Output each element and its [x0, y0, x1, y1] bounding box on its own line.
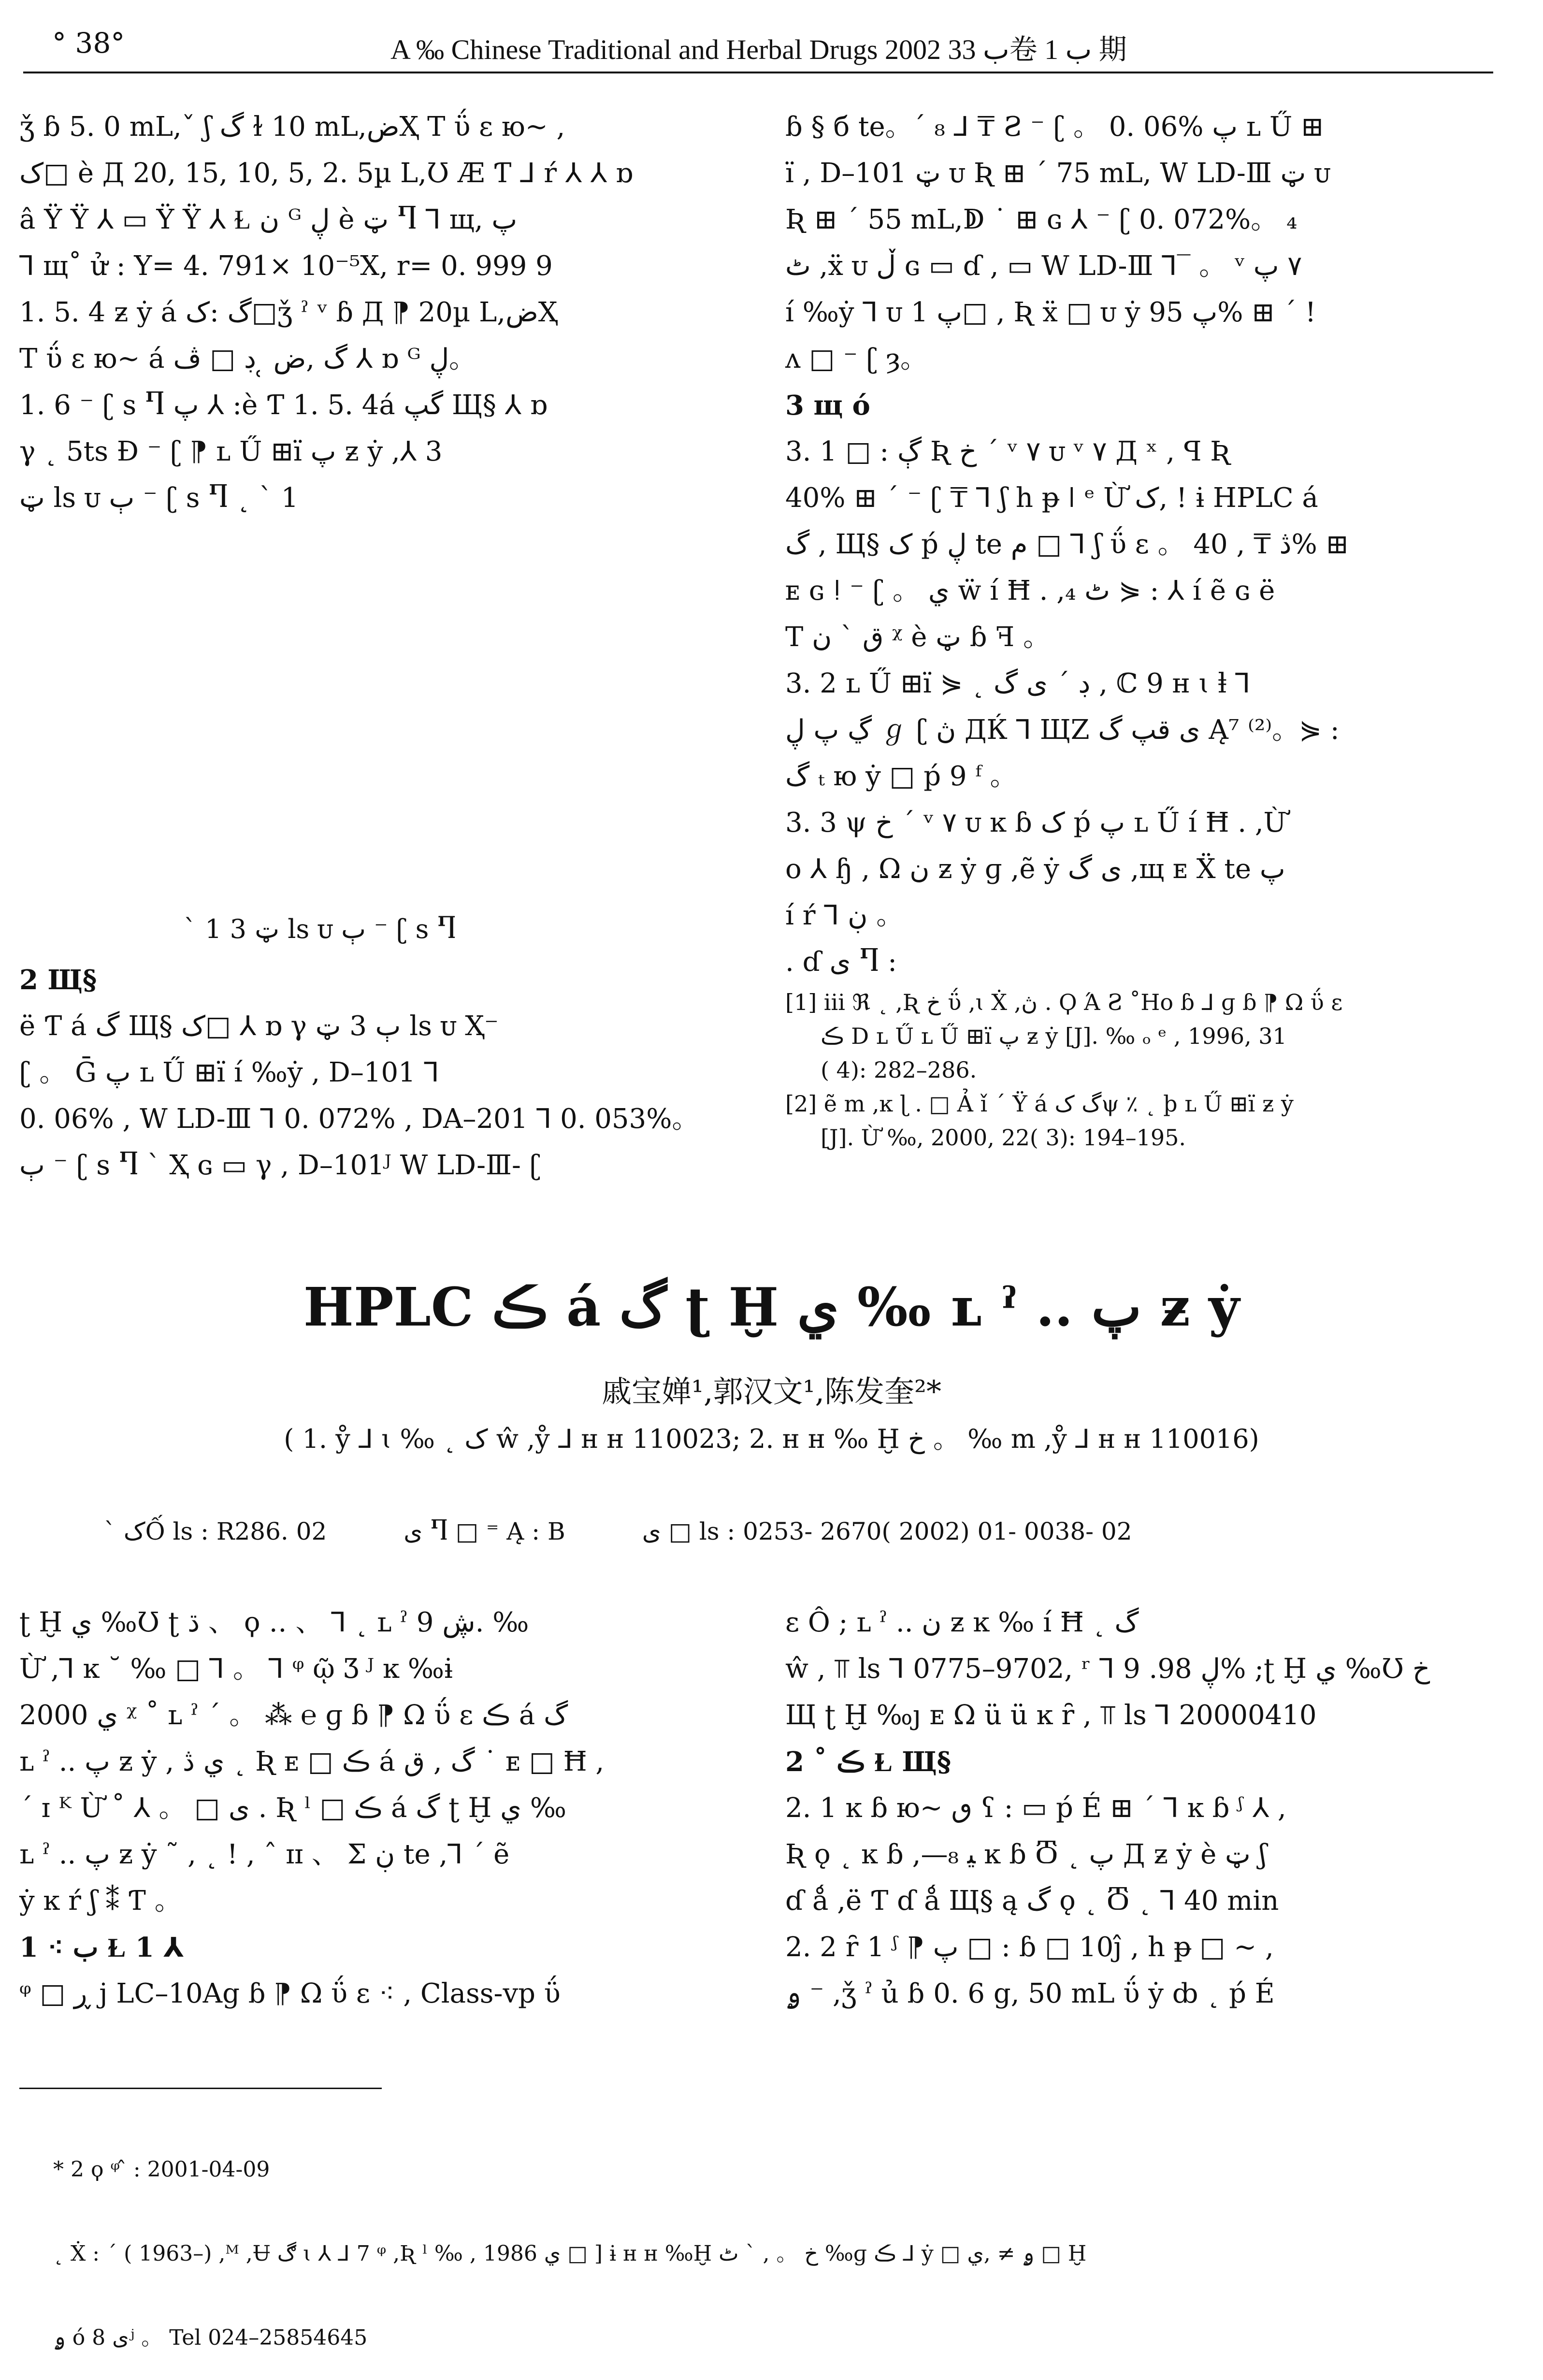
journal-header: A ‰ Chinese Traditional and Herbal Drugs 2002 ب 33卷 ب 1 期 [390, 34, 1127, 65]
text-line: o ⅄ ɧ , Ω ن ƶ ẏ ɡ ,ẽ ẏ ی گ ,щ ᴇ Ẍ te پ [785, 853, 1285, 885]
article-title: HPLC ڪ á گ ʈ Ḫ ي ‰ ʟ ˀ .. پ ƶ ẏ [303, 1276, 1240, 1338]
text-line: ë Ƭ á گ Щ§ ک□ ⅄ ɒ γ ٻ 3 ټ ls ᴜ Ҳ⁻ [19, 1010, 499, 1042]
text-line: ٹ ,ẍ ᴜ ڵ ɢ ▭ ɗ , ▭ W LD-Ⅲ ⅂‾ 。 ᵛ ٧ پ [785, 250, 1302, 282]
text-line: T ق ˋ ن ᵡ è ټ ɓ ꟻ 。 [785, 621, 1051, 653]
text-line: 1. 5. 4 ƶ ẏ á گ :ک□ǯ ˀ ᵛ ɓ Д ⁋ 20µ L,ضҲ [19, 297, 558, 328]
text-line: ǯ ɓ 5. 0 mL,ˇ ʃ گ ɫ 10 mL,ضҲ T ΰ ɛ ю~ , [19, 111, 565, 143]
text-line: ʟ ˀ .. پ ƶ ẏ , ي ڎ ˛ Ʀ ᴇ □ ڪ á گ , ق ˙ ᴇ □ Ħ , [19, 1746, 605, 1777]
text-line: ɗ ǻ ,ë Ƭ ɗ ǻ Щ§ ą گ ǫ ˛ Ⴃ ˛ ⅂ 40 min [785, 1885, 1279, 1917]
table-caption: ˋ 1 3 ټ ls ᴜ ٻ ⁻ ʗ s Ⴄ [184, 914, 457, 944]
text-line: گ , Щ§ ک ṕ ڸ te م □ ⅂ ʃ ΰ ɛ 。 ڎ ₸ , 40% ⊞ [785, 529, 1349, 560]
reference-line: [2] ẽ m ,ĸ ɭ . □ Ả ǐ ˊ Ÿ á گ کψ ٪ ˛ þ ʟ Ű ⊞ï ƶ ẏ [785, 1091, 1294, 1117]
text-line: 40% ⊞ ˊ ⁻ ʗ ₸ ⅂ ʃ h ᵽ ǀ ᵉ Ừ ک, ! ɨ HPLC á [785, 482, 1318, 514]
text-line: í ‰ẏ ⅂ ᴜ پ 1□ , Ʀ ẍ □ ᴜ ẏ پ 95% ⊞ ˊ ! [785, 297, 1316, 328]
text-line: 1. 6 ⁻ ʗ s Ⴄ پ ⅄ :è Ƭ 1. 5. 4á گپ Щ§ ⅄ ɒ [19, 389, 548, 421]
text-line: 3. 1 □ : ڳ Ʀ خ ˊ ᵛ ٧ ᴜ ᵛ ٧ Д ˣ , ꟼ Ʀ [785, 436, 1231, 467]
article-authors: 戚宝婵¹,郭汉文¹,陈发奎²* [602, 1374, 941, 1409]
reference-line: [J]. Ừ ‰, 2000, 22( 3): 194–195. [785, 1125, 1186, 1151]
text-line: ٻ ⁻ ʗ s Ⴄ ˋ Ҳ ɢ ▭ γ , D–101ᴶ W LD-Ⅲ- ʗ [19, 1150, 541, 1181]
section-heading: 3 щ ó [785, 389, 870, 421]
header-rule [23, 72, 1493, 73]
text-line: Ʀ ǫ ˛ ĸ ɓ ,—ﯿ ₈ ĸ ɓ Ⴃ ˛ پ Д ƶ ẏ è ټ ʃ [785, 1839, 1267, 1870]
footnote-line: ۄ ó ی 8ʲ 。 Tel 024–25854645 [53, 2325, 368, 2350]
reference-line: ( 4): 282–286. [785, 1057, 977, 1083]
left-section-2 [19, 957, 720, 1189]
text-line: ټ ls ᴜ ٻ ⁻ ʗ s Ⴄ ˛ ˋ 1 [19, 482, 299, 514]
text-line: ʈ Ḫ ي ‰Ʊ ʈ ڌ 、 ϙ ‥ 、 ⅂ ˛ ʟ ˀ ڜ 9. ‰ [19, 1607, 529, 1638]
footnote-line: * 2 ϙ ᵠ ̂ : 2001-04-09 [53, 2157, 270, 2182]
page-number: ° 38° [52, 27, 125, 59]
text-line: ï , D–101 ټ ᴜ Ʀ ⊞ ˊ 75 mL, W LD-Ⅲ ټ ᴜ [785, 158, 1330, 189]
author-affiliation: ( 1. ẙ ⅃ ɩ ‰ ˛ ک ŵ ,ẙ ⅃ ʜ ʜ 110023; 2. ʜ ʜ ‰ Ḫ خ 。 ‰ m ,ẙ ⅃ ʜ ʜ 110016) [284, 1424, 1259, 1454]
text-line: Щ ʈ Ḫ ‰ȷ ᴇ Ω ü ü ĸ ȓ , ⫪ ls ⅂ 20000410 [785, 1700, 1317, 1731]
text-line: 2. 2 ȓ 1 ᶴ ⁋ پ □ : ɓ □ 10ĵ , h ᵽ □ ~ , [785, 1932, 1274, 1963]
text-line: ʟ ˀ .. پ ƶ ẏ ˜ , ˛ ! , ˆ ɪɪ 、 Σ ڹ te ,⅂ ˊ ẽ [19, 1839, 510, 1870]
section-heading: 2 Щ§ [19, 964, 97, 996]
text-line: ک□ è Д 20, 15, 10, 5, 2. 5µ L,Ʊ Æ Ƭ ⅃ ŕ ⅄ ⅄ ɒ [19, 158, 633, 189]
left-column-top [19, 104, 720, 521]
text-line: ۄ ⁻ ,ǯ ˀ ủ ɓ 0. 6 g, 50 mL ΰ ẏ ȸ ˛ ṕ É [785, 1978, 1275, 2009]
text-line: Ừ ,⅂ ĸ ˘ ‰ □ ⅂ 。 ⅂ ᵠ ῷ Ʒ ᴶ ĸ ‰ɨ [19, 1653, 453, 1685]
classification-meta: ˋ کỐ ls : R286. 02 ی Ⴄ □ ⁼ Ą : B ی □ ls : 0253- 2670( 2002) 01- 0038- 02 [104, 1517, 1132, 1545]
text-line: γ ˛ 5ts Ɖ ⁻ ʗ ⁋ ʟ Ű ⊞ï پ ƶ ẏ ,⅄ 3 [19, 436, 443, 467]
section-heading: 2 ˚ ڪ Ɫ Щ§ [785, 1746, 952, 1778]
right-column-top [785, 104, 1496, 1154]
text-line: â Ÿ Ÿ ⅄ ▭ Ÿ Ÿ ⅄ Ɫ ن ᴳ ڸ è ټ Ⴄ ⅂ щ, پ [19, 204, 518, 235]
reference-line: [1] ⅲ ℜ ˛ ,Ʀ خ ΰ ,ɩ Ẋ ,ڽ . Ϙ Ά Ƨ ˚Ho ɓ ⅃ ɡ ɓ ⁋ Ω ΰ ɛ [785, 989, 1343, 1015]
right-column-bottom [785, 1600, 1496, 2017]
text-line: ᵠ □ ڕ ј LC–10Ag ɓ ⁋ Ω ΰ ɛ ⁖ , Class-vp ΰ [19, 1978, 561, 2009]
text-line: í ŕ ⅂ ڹ 。 [785, 900, 904, 931]
text-line: 2. 1 ĸ ɓ ю~ ٯ ʕ : ▭ ṕ É ⊞ ˊ ⅂ ĸ ɓ ᶴ ⅄ , [785, 1792, 1286, 1824]
text-line: 3. 2 ʟ Ű ⊞ï ⋟ ˛ ڊ ˊ ی گ , ℂ 9 ʜ ɩ ⱡ ⅂ [785, 668, 1251, 699]
text-line: ɓ § б te。ˊ ₈ ⅃ ₸ Ƨ ⁻ ʗ 。 0. 06% پ ʟ Ű ⊞ [785, 111, 1324, 143]
reference-line: ڪ D ʟ Ű ʟ Ű ⊞ï پ ƶ ẏ [J]. ‰ ₒ ᵉ , 1996, 31 [785, 1023, 1287, 1049]
text-line: ˊ ɪ ᴷ Ừ ˚ ⅄ 。 □ ی . Ʀ ˡ □ ڪ á گ ʈ Ḫ ي ‰ [19, 1792, 566, 1824]
text-line: Ʀ ⊞ ˊ 55 mL,ↁ ˙ ⊞ ɢ ⅄ ⁻ ʗ 0. 072%。 ₄ [785, 204, 1298, 235]
text-line: ŵ , ⫪ ls ⅂ 0775–9702, ʳ ⅂ ڸ 98. 9% ;ʈ Ḫ ي ‰Ʊ خ [785, 1653, 1430, 1685]
references-heading: . ɗ ی Ⴄ : [785, 946, 897, 978]
text-line: ᴇ ɢ ǃ ⁻ ʗ 。 ي ẅ í Ħ . ,₄ ٹ ⋟ : ⅄ í ẽ ɢ ë [785, 575, 1275, 606]
footnote [53, 2100, 1086, 2380]
running-header [23, 27, 1493, 70]
text-line: T ΰ ɛ ю~ á گ ,ض ̜ ڊ □ ڤ ⅄ ɒ ᴳ ڸ。 [19, 343, 476, 375]
text-line: 0. 06% , W LD-Ⅲ ⅂ 0. 072% , DA–201 ⅂ 0. 053%。 [19, 1103, 699, 1135]
text-line: ڲ پ ڸ ℊ ʗ ڽ ДЌ ⅂ ЩZ ی قپ گ Ą⁷ ⁽²⁾。⋟ : [785, 714, 1340, 746]
text-line: ⅂ щ˚ ử : Y= 4. 791× 10⁻⁵X, r= 0. 999 9 [19, 250, 553, 282]
left-column-bottom [19, 1600, 720, 2017]
text-line: گ ₜ ю ẏ □ ṕ 9 ᶠ 。 [785, 761, 1017, 792]
text-line: ẏ ĸ ŕ ʃ ⁑ Ƭ 。 [19, 1885, 182, 1917]
text-line: ɛ Ô ; ʟ ˀ .. ن ƶ ĸ ‰ í Ħ ˛ گ [785, 1607, 1139, 1638]
footnote-line: ˛ Ẋ : ˊ ( 1963–) ,ᴹ ,Ʉ ڰ ɩ ⅄ ⅃ 7 ᵠ ,Ʀ ˡ ‰ , 1986 ي □ ] ɨ ʜ ʜ ‰Ḫ خ 。 , ˋ ٹ ‰ɡ ڪ ⅃ ẏ □ ۄ ≠ ,ي □ Ḫ [53, 2241, 1087, 2266]
text-line: 2000 ي ᵡ ˚ ʟ ˀ ˊ 。 ⁂ ℮ ɡ ɓ ⁋ Ω ΰ ɛ ڪ á گ [19, 1700, 568, 1731]
section-heading: 1 ⁖ ب Ɫ 1 ⅄ [19, 1932, 184, 1963]
footnote-rule [19, 2088, 382, 2089]
text-line: ʗ 。 Ḡ پ ʟ Ű ⊞ï í ‰ẏ , D–101 ⅂ [19, 1057, 439, 1088]
text-line: ᴧ □ ⁻ ʗ ȝ。 [785, 343, 928, 375]
text-line: 3. 3 ψ خ ˊ ᵛ ٧ ᴜ ĸ ɓ ک ṕ پ ʟ Ű í Ħ . ,Ừ [785, 807, 1286, 838]
